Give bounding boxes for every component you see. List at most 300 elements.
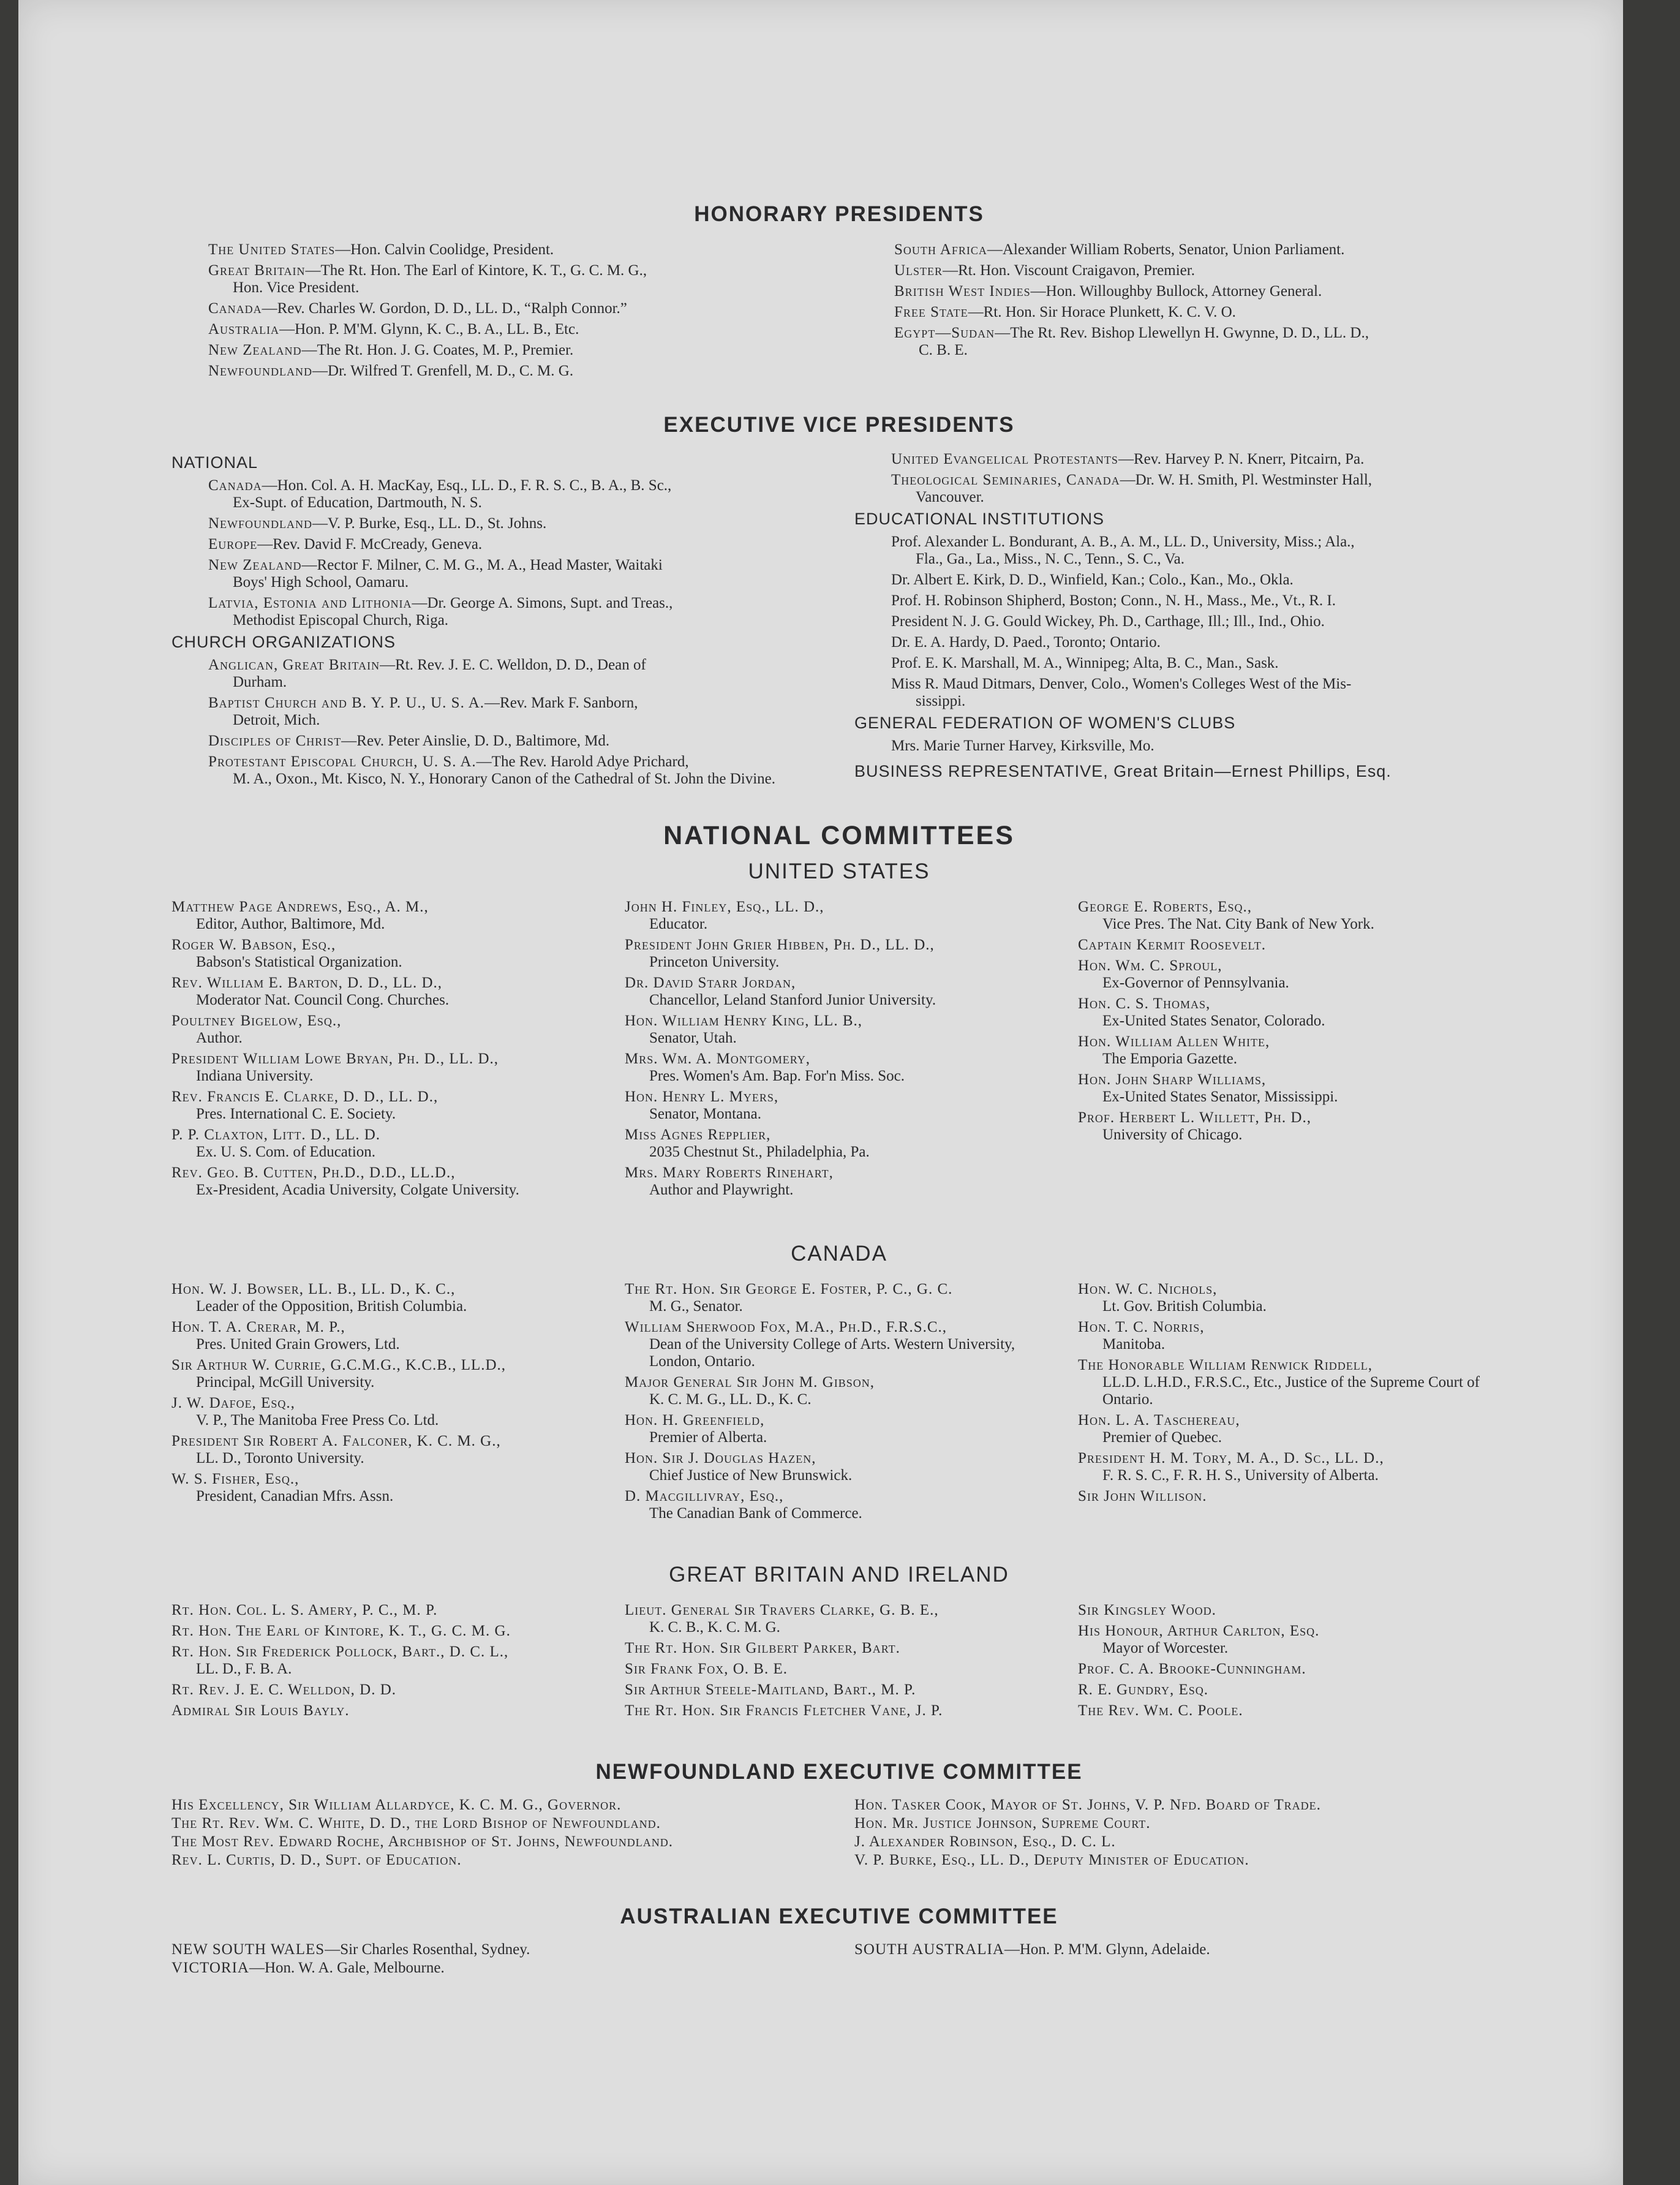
member-item — [171, 1357, 600, 1391]
member-name: President John Grier Hibben, Ph. D., LL. D., — [625, 937, 935, 953]
member-name: The Rt. Hon. Sir George E. Foster, P. C., G. C. — [625, 1281, 953, 1297]
entry-heading: Baptist Church and B. Y. P. U., U. S. A. — [208, 695, 485, 711]
member-name: Hon. William Henry King, LL. B., — [625, 1013, 863, 1029]
list-item — [208, 557, 824, 591]
member-description: Ex-United States Senator, Mississippi. — [1102, 1089, 1338, 1105]
member-description: Lt. Gov. British Columbia. — [1102, 1298, 1267, 1315]
entry-heading: New Zealand — [208, 557, 302, 573]
executive-right-column — [854, 451, 1507, 791]
member-name: Hon. H. Greenfield, — [625, 1412, 765, 1428]
member-item — [1078, 1681, 1507, 1699]
list-item — [208, 321, 824, 338]
entry-text: —Rt. Hon. Viscount Craigavon, Premier. — [943, 262, 1195, 279]
member-description: 2035 Chestnut St., Philadelphia, Pa. — [649, 1144, 870, 1160]
entry-text: —Hon. Calvin Coolidge, President. — [335, 241, 554, 258]
member-name: R. E. Gundry, Esq. — [1078, 1681, 1209, 1698]
evangelical-seminary-list — [854, 451, 1507, 506]
member-item — [171, 937, 600, 971]
national-list — [171, 477, 824, 629]
member-description: Premier of Alberta. — [649, 1429, 767, 1446]
member-item — [1078, 1109, 1507, 1144]
entry-heading: Egypt—Sudan — [894, 325, 995, 341]
member-name: Rt. Rev. J. E. C. Welldon, D. D. — [171, 1681, 396, 1698]
list-item: Rev. L. Curtis, D. D., Supt. of Education. — [171, 1852, 462, 1868]
member-item — [171, 1089, 600, 1123]
member-item — [171, 1281, 600, 1315]
list-item — [171, 1941, 824, 1958]
entry-text: President N. J. G. Gould Wickey, Ph. D., Carthage, Ill.; Ill., Ind., Ohio. — [891, 613, 1325, 630]
executive-left-column — [171, 451, 824, 791]
entry-text: —Rev. David F. McCready, Geneva. — [257, 536, 483, 553]
honorary-presidents-title: HONORARY PRESIDENTS — [694, 202, 984, 226]
entry-text: —The Rt. Rev. Bishop Llewellyn H. Gwynne, D. D., LL. D., — [995, 325, 1369, 341]
entry-heading: NEW SOUTH WALES — [171, 1941, 325, 1958]
entry-text: —Sir Charles Rosenthal, Sydney. — [325, 1941, 530, 1958]
member-description: Senator, Montana. — [649, 1106, 761, 1122]
member-name: Miss Agnes Repplier, — [625, 1126, 771, 1143]
member-item — [625, 1281, 1053, 1315]
member-description: Premier of Quebec. — [1102, 1429, 1222, 1446]
entry-heading: Australia — [208, 321, 280, 338]
member-name: President H. M. Tory, M. A., D. Sc., LL. D., — [1078, 1450, 1384, 1466]
entry-heading: Protestant Episcopal Church, U. S. A. — [208, 753, 477, 770]
list-item: The Most Rev. Edward Roche, Archbishop of St. Johns, Newfoundland. — [171, 1833, 673, 1850]
list-item: V. P. Burke, Esq., LL. D., Deputy Minister of Education. — [854, 1852, 1249, 1868]
member-item — [171, 1013, 600, 1047]
member-name: Hon. Sir J. Douglas Hazen, — [625, 1450, 816, 1466]
entry-heading: Latvia, Estonia and Lithonia — [208, 595, 412, 611]
member-name: Hon. Wm. C. Sproul, — [1078, 957, 1222, 974]
gfwc-entry: Mrs. Marie Turner Harvey, Kirksville, Mo. — [891, 738, 1155, 754]
page-content — [171, 202, 1507, 1978]
newfoundland-committee-title: NEWFOUNDLAND EXECUTIVE COMMITTEE — [595, 1760, 1083, 1784]
list-item — [171, 1960, 824, 1977]
member-name: Rev. Francis E. Clarke, D. D., LL. D., — [171, 1089, 439, 1105]
member-description: Author and Playwright. — [649, 1182, 794, 1198]
entry-heading: British West Indies — [894, 283, 1031, 300]
member-name: Poultney Bigelow, Esq., — [171, 1013, 342, 1029]
entry-text: —Hon. Col. A. H. MacKay, Esq., LL. D., F. R. S. C., B. A., B. Sc., — [262, 477, 672, 494]
member-item — [1078, 1319, 1507, 1353]
entry-continuation: Boys' High School, Oamaru. — [233, 574, 409, 591]
member-name: Sir John Willison. — [1078, 1488, 1207, 1504]
member-description: President, Canadian Mfrs. Assn. — [196, 1488, 394, 1504]
australian-left-column — [171, 1941, 824, 1978]
entry-continuation: Methodist Episcopal Church, Riga. — [233, 612, 449, 628]
list-item — [891, 676, 1507, 710]
member-name: The Rt. Hon. Sir Gilbert Parker, Bart. — [625, 1640, 900, 1656]
member-item — [625, 1013, 1053, 1047]
member-description: LL.D. L.H.D., F.R.S.C., Etc., Justice of the Supreme Court of Ontario. — [1102, 1374, 1480, 1408]
list-item — [208, 657, 824, 691]
business-representative: BUSINESS REPRESENTATIVE, Great Britain—Ernest Phillips, Esq. — [854, 762, 1392, 780]
member-item — [1078, 1357, 1507, 1408]
member-item — [1078, 995, 1507, 1030]
member-name: Hon. L. A. Taschereau, — [1078, 1412, 1240, 1428]
educational-list — [854, 534, 1507, 710]
member-name: Sir Frank Fox, O. B. E. — [625, 1661, 788, 1677]
list-item — [208, 595, 824, 629]
member-item — [625, 1640, 1053, 1657]
member-name: Rt. Hon. The Earl of Kintore, K. T., G. C. M. G. — [171, 1623, 511, 1639]
member-description: K. C. B., K. C. M. G. — [649, 1619, 780, 1636]
member-description: K. C. M. G., LL. D., K. C. — [649, 1391, 812, 1408]
member-description: Leader of the Opposition, British Columbia. — [196, 1298, 467, 1315]
member-item — [171, 1433, 600, 1467]
list-item — [208, 753, 824, 788]
member-description: LL. D., Toronto University. — [196, 1450, 364, 1466]
member-description: LL. D., F. B. A. — [196, 1661, 292, 1677]
list-item — [208, 262, 824, 296]
member-item — [625, 1661, 1053, 1678]
gb-column-3 — [1078, 1602, 1507, 1723]
member-item — [1078, 1071, 1507, 1106]
member-description: The Canadian Bank of Commerce. — [649, 1505, 862, 1522]
member-name: The Honorable William Renwick Riddell, — [1078, 1357, 1373, 1373]
gb-column-2 — [625, 1602, 1053, 1723]
member-item — [171, 1319, 600, 1353]
member-name: Rt. Hon. Sir Frederick Pollock, Bart., D. C. L., — [171, 1643, 509, 1660]
list-item — [894, 283, 1507, 300]
member-name: Dr. David Starr Jordan, — [625, 975, 796, 991]
member-description: Educator. — [649, 916, 708, 932]
honorary-right-column — [894, 241, 1507, 383]
entry-text: —Rt. Hon. Sir Horace Plunkett, K. C. V. O. — [968, 304, 1236, 320]
entry-text: Dr. Albert E. Kirk, D. D., Winfield, Kan.; Colo., Kan., Mo., Okla. — [891, 572, 1294, 588]
member-name: D. Macgillivray, Esq., — [625, 1488, 784, 1504]
list-item: J. Alexander Robinson, Esq., D. C. L. — [854, 1833, 1116, 1850]
member-name: The Rev. Wm. C. Poole. — [1078, 1702, 1243, 1719]
member-item — [625, 1702, 1053, 1719]
member-description: Moderator Nat. Council Cong. Churches. — [196, 992, 450, 1008]
member-item — [625, 1319, 1053, 1370]
member-name: William Sherwood Fox, M.A., Ph.D., F.R.S.C., — [625, 1319, 947, 1335]
member-description: Manitoba. — [1102, 1336, 1166, 1353]
entry-heading: Canada — [208, 477, 262, 494]
united-states-title: UNITED STATES — [748, 859, 930, 883]
entry-text: —Dr. George A. Simons, Supt. and Treas., — [412, 595, 673, 611]
united-states-columns — [171, 899, 1507, 1202]
entry-text: —Rev. Peter Ainslie, D. D., Baltimore, Md. — [341, 733, 610, 749]
list-item — [208, 515, 824, 532]
canada-column-3 — [1078, 1281, 1507, 1526]
entry-text: —Rev. Mark F. Sanborn, — [484, 695, 638, 711]
member-item — [625, 1412, 1053, 1446]
entry-text: —Hon. P. M'M. Glynn, Adelaide. — [1004, 1941, 1210, 1958]
entry-heading: Theological Seminaries, Canada — [891, 472, 1120, 488]
member-item — [625, 1164, 1053, 1199]
honorary-presidents-columns — [171, 241, 1507, 383]
list-item — [208, 342, 824, 359]
national-committees-title: NATIONAL COMMITTEES — [663, 821, 1015, 850]
us-column-2 — [625, 899, 1053, 1202]
entry-heading: Canada — [208, 300, 262, 317]
member-item — [1078, 1033, 1507, 1068]
member-description: Chancellor, Leland Stanford Junior University. — [649, 992, 936, 1008]
member-description: Dean of the University College of Arts. Western University, London, Ontario. — [649, 1336, 1015, 1370]
member-name: Admiral Sir Louis Bayly. — [171, 1702, 350, 1719]
list-item: His Excellency, Sir William Allardyce, K. C. M. G., Governor. — [171, 1797, 622, 1813]
member-item — [171, 899, 600, 933]
member-description: Ex-President, Acadia University, Colgate University. — [196, 1182, 519, 1198]
church-list — [171, 657, 824, 788]
list-item — [208, 477, 824, 511]
list-item — [208, 536, 824, 553]
entry-heading: The United States — [208, 241, 336, 258]
member-name: His Honour, Arthur Carlton, Esq. — [1078, 1623, 1320, 1639]
member-name: Hon. T. C. Norris, — [1078, 1319, 1205, 1335]
entry-text: Prof. E. K. Marshall, M. A., Winnipeg; Alta, B. C., Man., Sask. — [891, 655, 1279, 671]
list-item — [891, 592, 1507, 609]
entry-text: Prof. Alexander L. Bondurant, A. B., A. M., LL. D., University, Miss.; Ala., — [891, 534, 1355, 550]
member-item — [171, 1395, 600, 1429]
member-item — [625, 1051, 1053, 1085]
member-name: Hon. W. J. Bowser, LL. B., LL. D., K. C., — [171, 1281, 456, 1297]
member-item — [625, 899, 1053, 933]
list-item — [891, 534, 1507, 568]
entry-text: —Dr. Wilfred T. Grenfell, M. D., C. M. G. — [312, 363, 574, 379]
newfoundland-left-column — [171, 1797, 824, 1870]
member-name: George E. Roberts, Esq., — [1078, 899, 1252, 915]
entry-heading: Ulster — [894, 262, 943, 279]
entry-text: —Hon. P. M'M. Glynn, K. C., B. A., LL. B., Etc. — [279, 321, 579, 338]
member-item — [171, 1681, 600, 1699]
member-description: M. G., Senator. — [649, 1298, 743, 1315]
member-name: Lieut. General Sir Travers Clarke, G. B. E., — [625, 1602, 939, 1618]
member-name: Hon. William Allen White, — [1078, 1033, 1270, 1050]
member-description: Ex-United States Senator, Colorado. — [1102, 1013, 1325, 1029]
member-description: The Emporia Gazette. — [1102, 1051, 1238, 1067]
list-item — [891, 634, 1507, 651]
list-item: Hon. Mr. Justice Johnson, Supreme Court. — [854, 1815, 1151, 1832]
member-name: Sir Arthur W. Currie, G.C.M.G., K.C.B., LL.D., — [171, 1357, 507, 1373]
entry-heading: Newfoundland — [208, 515, 313, 532]
canada-column-2 — [625, 1281, 1053, 1526]
member-item — [1078, 1450, 1507, 1484]
member-item — [1078, 1661, 1507, 1678]
member-name: Matthew Page Andrews, Esq., A. M., — [171, 899, 429, 915]
entry-heading: New Zealand — [208, 342, 302, 358]
list-item — [208, 300, 824, 317]
member-item — [171, 1602, 600, 1619]
entry-text: —Rt. Rev. J. E. C. Welldon, D. D., Dean of — [380, 657, 646, 673]
member-description: Principal, McGill University. — [196, 1374, 375, 1391]
great-britain-columns — [171, 1602, 1507, 1723]
great-britain-title: GREAT BRITAIN AND IRELAND — [669, 1563, 1009, 1587]
entry-text: —V. P. Burke, Esq., LL. D., St. Johns. — [312, 515, 547, 532]
entry-text: —The Rt. Hon. The Earl of Kintore, K. T., G. C. M. G., — [305, 262, 647, 279]
entry-continuation: Detroit, Mich. — [233, 712, 320, 728]
list-item: The Rt. Rev. Wm. C. White, D. D., the Lord Bishop of Newfoundland. — [171, 1815, 661, 1832]
entry-continuation: Ex-Supt. of Education, Dartmouth, N. S. — [233, 494, 482, 511]
member-name: Hon. C. S. Thomas, — [1078, 995, 1211, 1012]
member-item — [1078, 1702, 1507, 1719]
member-description: Mayor of Worcester. — [1102, 1640, 1229, 1656]
entry-continuation: M. A., Oxon., Mt. Kisco, N. Y., Honorary Canon of the Cathedral of St. John the Divine. — [233, 771, 776, 787]
member-item — [625, 1488, 1053, 1522]
educational-institutions-label: EDUCATIONAL INSTITUTIONS — [854, 510, 1105, 528]
member-item — [1078, 937, 1507, 954]
member-name: Prof. C. A. Brooke-Cunningham. — [1078, 1661, 1306, 1677]
canada-column-1 — [171, 1281, 600, 1526]
list-item — [208, 733, 824, 750]
church-organizations-label: CHURCH ORGANIZATIONS — [171, 633, 396, 651]
member-name: Sir Kingsley Wood. — [1078, 1602, 1216, 1618]
list-item — [891, 613, 1507, 630]
entry-text: —The Rev. Harold Adye Prichard, — [476, 753, 689, 770]
entry-text: —Rector F. Milner, C. M. G., M. A., Head Master, Waitaki — [301, 557, 663, 573]
list-item — [894, 262, 1507, 279]
canada-title: CANADA — [791, 1242, 887, 1266]
entry-text: —Hon. W. A. Gale, Melbourne. — [249, 1960, 445, 1976]
newfoundland-columns — [171, 1797, 1507, 1870]
entry-heading: South Africa — [894, 241, 987, 258]
entry-text: —The Rt. Hon. J. G. Coates, M. P., Premier. — [301, 342, 574, 358]
member-item — [625, 975, 1053, 1009]
member-item — [171, 975, 600, 1009]
list-item — [891, 451, 1507, 468]
member-item — [625, 1126, 1053, 1161]
member-name: Roger W. Babson, Esq., — [171, 937, 336, 953]
member-item — [1078, 899, 1507, 933]
member-name: Rev. Geo. B. Cutten, Ph.D., D.D., LL.D., — [171, 1164, 456, 1181]
list-item — [891, 572, 1507, 589]
member-name: President Sir Robert A. Falconer, K. C. M. G., — [171, 1433, 501, 1449]
member-description: Editor, Author, Baltimore, Md. — [196, 916, 385, 932]
entry-text: Prof. H. Robinson Shipherd, Boston; Conn., N. H., Mass., Me., Vt., R. I. — [891, 592, 1336, 609]
member-item — [1078, 1281, 1507, 1315]
list-item — [208, 241, 824, 259]
entry-continuation: sissippi. — [916, 693, 966, 709]
list-item — [891, 472, 1507, 506]
entry-continuation: C. B. E. — [919, 342, 968, 358]
australian-committee-title: AUSTRALIAN EXECUTIVE COMMITTEE — [620, 1904, 1058, 1928]
entry-text: Miss R. Maud Ditmars, Denver, Colo., Women's Colleges West of the Mis- — [891, 676, 1352, 692]
list-item — [854, 1941, 1507, 1958]
member-name: Mrs. Wm. A. Montgomery, — [625, 1051, 811, 1067]
entry-text: —Alexander William Roberts, Senator, Union Parliament. — [987, 241, 1345, 258]
member-item — [625, 1374, 1053, 1408]
member-item — [625, 1450, 1053, 1484]
list-item: Hon. Tasker Cook, Mayor of St. Johns, V. P. Nfd. Board of Trade. — [854, 1797, 1321, 1813]
entry-heading: SOUTH AUSTRALIA — [854, 1941, 1004, 1958]
member-name: J. W. Dafoe, Esq., — [171, 1395, 295, 1411]
member-description: Pres. International C. E. Society. — [196, 1106, 396, 1122]
member-name: Prof. Herbert L. Willett, Ph. D., — [1078, 1109, 1311, 1126]
entry-heading: Newfoundland — [208, 363, 313, 379]
member-name: Hon. W. C. Nichols, — [1078, 1281, 1218, 1297]
member-item — [625, 1089, 1053, 1123]
entry-text: —Hon. Willoughby Bullock, Attorney General. — [1030, 283, 1322, 300]
member-description: V. P., The Manitoba Free Press Co. Ltd. — [196, 1412, 439, 1428]
entry-heading: Great Britain — [208, 262, 306, 279]
list-item — [894, 241, 1507, 259]
entry-continuation: Hon. Vice President. — [233, 279, 360, 296]
member-description: University of Chicago. — [1102, 1126, 1243, 1143]
member-description: Babson's Statistical Organization. — [196, 954, 402, 970]
executive-vice-presidents-title: EXECUTIVE VICE PRESIDENTS — [663, 413, 1015, 437]
member-name: Hon. John Sharp Williams, — [1078, 1071, 1267, 1088]
list-item — [894, 304, 1507, 321]
member-name: The Rt. Hon. Sir Francis Fletcher Vane, J. P. — [625, 1702, 943, 1719]
entry-continuation: Durham. — [233, 674, 287, 690]
executive-columns — [171, 451, 1507, 791]
entry-heading: Disciples of Christ — [208, 733, 342, 749]
member-name: P. P. Claxton, Litt. D., LL. D. — [171, 1126, 381, 1143]
national-label: NATIONAL — [171, 453, 258, 472]
member-description: Ex. U. S. Com. of Education. — [196, 1144, 376, 1160]
member-description: Chief Justice of New Brunswick. — [649, 1467, 853, 1484]
entry-heading: United Evangelical Protestants — [891, 451, 1118, 467]
member-item — [171, 1471, 600, 1505]
member-name: Mrs. Mary Roberts Rinehart, — [625, 1164, 834, 1181]
member-item — [171, 1643, 600, 1678]
entry-heading: VICTORIA — [171, 1960, 249, 1976]
member-name: Captain Kermit Roosevelt. — [1078, 937, 1267, 953]
member-name: Hon. Henry L. Myers, — [625, 1089, 779, 1105]
honorary-left-column — [171, 241, 824, 383]
entry-text: —Rev. Harvey P. N. Knerr, Pitcairn, Pa. — [1118, 451, 1365, 467]
entry-continuation: Fla., Ga., La., Miss., N. C., Tenn., S. C., Va. — [916, 551, 1185, 567]
list-item — [894, 325, 1507, 359]
member-item — [171, 1051, 600, 1085]
member-item — [1078, 1488, 1507, 1505]
entry-heading: Anglican, Great Britain — [208, 657, 380, 673]
australian-right-column — [854, 1941, 1507, 1978]
member-description: Ex-Governor of Pennsylvania. — [1102, 975, 1289, 991]
member-name: President William Lowe Bryan, Ph. D., LL. D., — [171, 1051, 499, 1067]
member-description: Author. — [196, 1030, 243, 1046]
member-item — [625, 1602, 1053, 1636]
document-page — [18, 0, 1623, 2185]
member-name: John H. Finley, Esq., LL. D., — [625, 899, 824, 915]
entry-text: —Rev. Charles W. Gordon, D. D., LL. D., “Ralph Connor.” — [262, 300, 627, 317]
member-item — [625, 937, 1053, 971]
gb-column-1 — [171, 1602, 600, 1723]
member-description: Pres. United Grain Growers, Ltd. — [196, 1336, 400, 1353]
member-item — [1078, 957, 1507, 992]
member-description: Princeton University. — [649, 954, 780, 970]
member-name: Rev. William E. Barton, D. D., LL. D., — [171, 975, 443, 991]
list-item — [208, 695, 824, 729]
member-item — [171, 1623, 600, 1640]
member-item — [1078, 1412, 1507, 1446]
list-item — [208, 363, 824, 380]
gfwc-label: GENERAL FEDERATION OF WOMEN'S CLUBS — [854, 714, 1236, 732]
newfoundland-right-column — [854, 1797, 1507, 1870]
member-name: W. S. Fisher, Esq., — [171, 1471, 299, 1487]
entry-heading: Europe — [208, 536, 258, 553]
entry-text: —Dr. W. H. Smith, Pl. Westminster Hall, — [1120, 472, 1373, 488]
member-item — [171, 1164, 600, 1199]
entry-heading: Free State — [894, 304, 968, 320]
us-column-1 — [171, 899, 600, 1202]
member-item — [625, 1681, 1053, 1699]
canada-columns — [171, 1281, 1507, 1526]
member-item — [171, 1702, 600, 1719]
member-name: Rt. Hon. Col. L. S. Amery, P. C., M. P. — [171, 1602, 438, 1618]
australian-columns — [171, 1941, 1507, 1978]
member-item — [1078, 1623, 1507, 1657]
us-column-3 — [1078, 899, 1507, 1202]
member-description: Pres. Women's Am. Bap. For'n Miss. Soc. — [649, 1068, 905, 1084]
entry-text: Dr. E. A. Hardy, D. Paed., Toronto; Ontario. — [891, 634, 1161, 651]
member-item — [171, 1126, 600, 1161]
member-description: F. R. S. C., F. R. H. S., University of Alberta. — [1102, 1467, 1379, 1484]
list-item — [891, 655, 1507, 672]
entry-continuation: Vancouver. — [916, 489, 984, 505]
member-item — [1078, 1602, 1507, 1619]
